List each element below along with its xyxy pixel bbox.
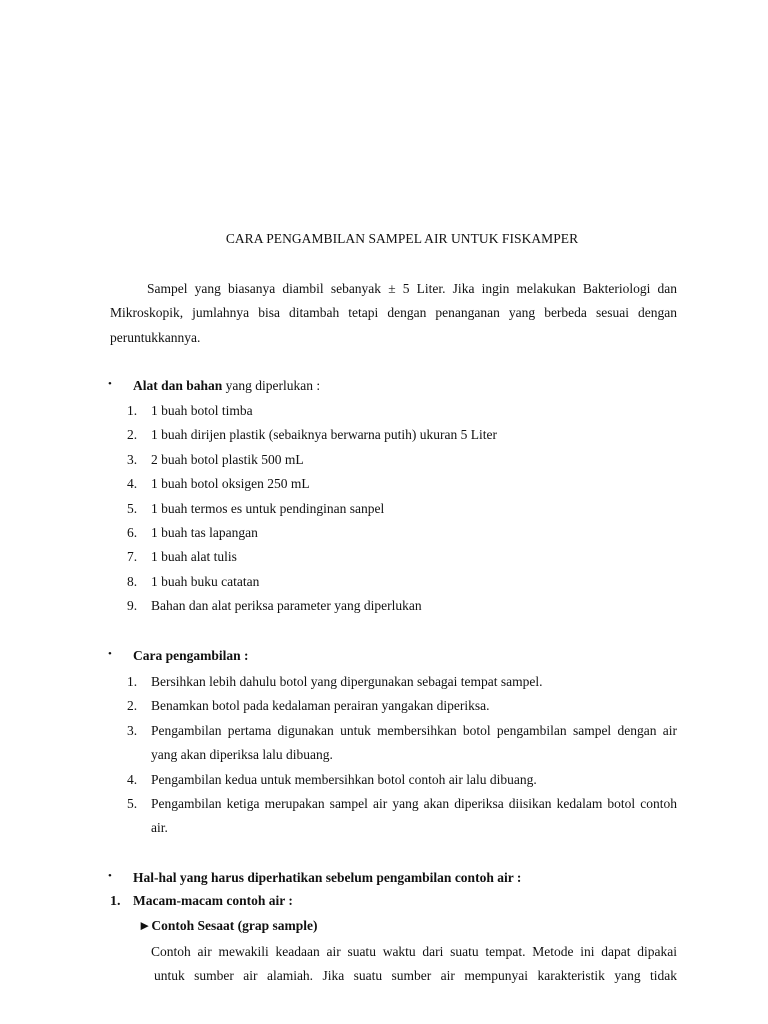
list-item: 8. 1 buah buku catatan: [127, 573, 260, 589]
heading-rest: yang diperlukan :: [222, 378, 321, 393]
list-item: 4. 1 buah botol oksigen 250 mL: [127, 476, 310, 492]
subheading-macam-contoh: 1. Macam-macam contoh air :: [110, 893, 293, 909]
bullet-icon: •: [108, 648, 112, 660]
list-item: 3. 2 buah botol plastik 500 mL: [127, 451, 304, 467]
intro-paragraph: Sampel yang biasanya diambil sebanyak ± 5 Liter. Jika ingin melakukan Bakteriologi dan Mikroskopik, jumlahnya bisa ditambah tetapi dengan penanganan yang berbeda sesuai dengan peruntukkannya.: [110, 281, 677, 345]
list-item: 4. Pengambilan kedua untuk membersihkan botol contoh air lalu dibuang.: [127, 771, 537, 787]
document-page: CARA PENGAMBILAN SAMPEL AIR UNTUK FISKAMPER Sampel yang biasanya diambil sebanyak ± 5 Liter. Jika ingin melakukan Bakteriologi dan Mikroskopik, jumlahnya bisa ditambah tetapi dengan penanganan yang berbeda sesuai dengan peruntukkannya. • Alat dan bahan yang diperlukan : 1. 1 buah botol timba 2. 1 buah dirijen plastik (sebaiknya berwarna putih) ukuran 5 Liter 3. 2 buah botol plastik 500 mL 4. 1 buah botol oksigen 250 mL 5. 1 buah termos es untuk pendinginan sanpel 6. 1 buah tas lapangan 7. 1 buah alat tulis 8. 1 buah buku catatan 9. Bahan dan alat periksa parameter yang diperlukan • Cara pengambilan : 1. Bersihkan lebih dahulu botol yang dipergunakan sebagai tempat sampel. 2. Benamkan botol pada kedalaman perairan yangakan diperiksa. 3. Pengambilan pertama digunakan untuk membersihkan botol pengambilan sampel dengan air yang akan diperiksa lalu dibuang. 4. Pengambilan kedua untuk membersihkan botol contoh air lalu dibuang. 5. Pengambilan ketiga merupakan sampel air yang akan diperiksa diisikan kedalam botol contoh air. • Hal-hal yang harus diperhatikan sebelum pengambilan contoh air : 1. Macam-macam contoh air : ►Contoh Sesaat (grap sample) Contoh air mewakili keadaan air suatu waktu dari suatu tempat. Metode ini dapat dipakai untuk sumber air alamiah. Jika suatu sumber air mempunyai karakteristik yang tidak: [0, 0, 768, 1024]
cara-pengambilan-list: [110, 670, 677, 841]
list-item: 2. Benamkan botol pada kedalaman perairan yangakan diperiksa.: [127, 698, 490, 714]
subheading-contoh-sesaat: ►Contoh Sesaat (grap sample): [138, 918, 318, 933]
bullet-icon: •: [108, 378, 112, 390]
list-item: 2. 1 buah dirijen plastik (sebaiknya berwarna putih) ukuran 5 Liter: [127, 427, 498, 443]
list-item: 5. 1 buah termos es untuk pendinginan sanpel: [127, 500, 385, 516]
bullet-icon: •: [108, 870, 112, 882]
list-item: 3. Pengambilan pertama digunakan untuk membersihkan botol pengambilan sampel dengan air yang akan diperiksa lalu dibuang.: [127, 722, 677, 763]
list-item: 6. 1 buah tas lapangan: [127, 525, 258, 541]
list-item: 7. 1 buah alat tulis: [127, 549, 237, 565]
list-item: 1. 1 buah botol timba: [127, 403, 253, 418]
document-title: CARA PENGAMBILAN SAMPEL AIR UNTUK FISKAMPER: [225, 231, 579, 246]
list-item: 1. Bersihkan lebih dahulu botol yang dipergunakan sebagai tempat sampel.: [127, 674, 543, 689]
contoh-sesaat-paragraph: Contoh air mewakili keadaan air suatu waktu dari suatu tempat. Metode ini dapat dipakai untuk sumber air alamiah. Jika suatu sumber air mempunyai karakteristik yang tidak: [151, 944, 677, 984]
alat-bahan-list: [110, 399, 677, 619]
heading-bold: Alat dan bahan: [133, 378, 223, 393]
list-item: 5. Pengambilan ketiga merupakan sampel air yang akan diperiksa diisikan kedalam botol contoh air.: [127, 796, 677, 836]
list-item: 9. Bahan dan alat periksa parameter yang diperlukan: [127, 598, 422, 614]
triangle-pointer-icon: ►: [138, 918, 152, 933]
